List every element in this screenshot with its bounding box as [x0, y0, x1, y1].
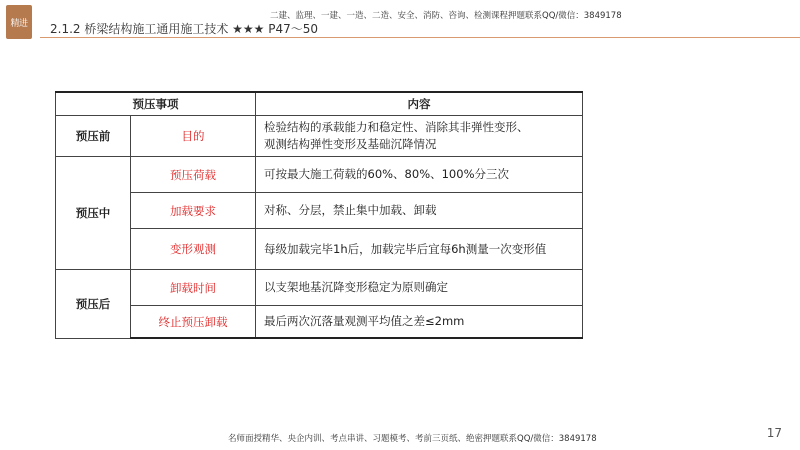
table-row	[56, 157, 583, 193]
phase-cell-before: 预压前	[56, 116, 131, 157]
bottom-contact-notice: 名师面授精华、央企内训、考点串讲、习题模考、考前三页纸、绝密押题联系QQ/微信：3849178	[228, 434, 597, 444]
table-row	[56, 229, 583, 270]
logo-text: 精进	[10, 18, 28, 29]
table-row	[56, 193, 583, 229]
phase-cell-during: 预压中	[56, 157, 131, 270]
item-cell: 目的	[131, 116, 256, 157]
item-cell: 加载要求	[131, 193, 256, 229]
column-header-item: 预压事项	[56, 92, 256, 116]
content-line: 检验结构的承载能力和稳定性、消除其非弹性变形、	[264, 120, 529, 134]
content-cell: 可按最大施工荷载的60%、80%、100%分三次	[256, 157, 583, 193]
item-cell: 终止预压卸载	[131, 306, 256, 339]
page-number: 17	[766, 426, 782, 440]
content-cell: 每级加载完毕1h后，加载完毕后宜每6h测量一次变形值	[256, 229, 583, 270]
content-line: 观测结构弹性变形及基础沉降情况	[264, 137, 437, 151]
top-contact-notice: 二建、监理、一建、一造、二造、安全、消防、咨询、检测课程押题联系QQ/微信：3849178	[270, 11, 622, 21]
column-header-content: 内容	[256, 92, 583, 116]
content-cell: 以支架地基沉降变形稳定为原则确定	[256, 270, 583, 306]
content-cell	[256, 116, 583, 157]
section-title: 2.1.2 桥梁结构施工通用施工技术 ★★★ P47～50	[50, 22, 319, 36]
header-divider	[40, 37, 800, 38]
table-row	[56, 306, 583, 339]
content-cell: 最后两次沉落量观测平均值之差≤2mm	[256, 306, 583, 339]
item-cell: 卸载时间	[131, 270, 256, 306]
item-cell: 变形观测	[131, 229, 256, 270]
table-row	[56, 270, 583, 306]
item-cell: 预压荷载	[131, 157, 256, 193]
table-header-row	[56, 92, 583, 116]
table-row	[56, 116, 583, 157]
brand-logo	[6, 5, 32, 39]
preload-table	[55, 91, 583, 339]
phase-cell-after: 预压后	[56, 270, 131, 339]
content-cell: 对称、分层，禁止集中加载、卸载	[256, 193, 583, 229]
